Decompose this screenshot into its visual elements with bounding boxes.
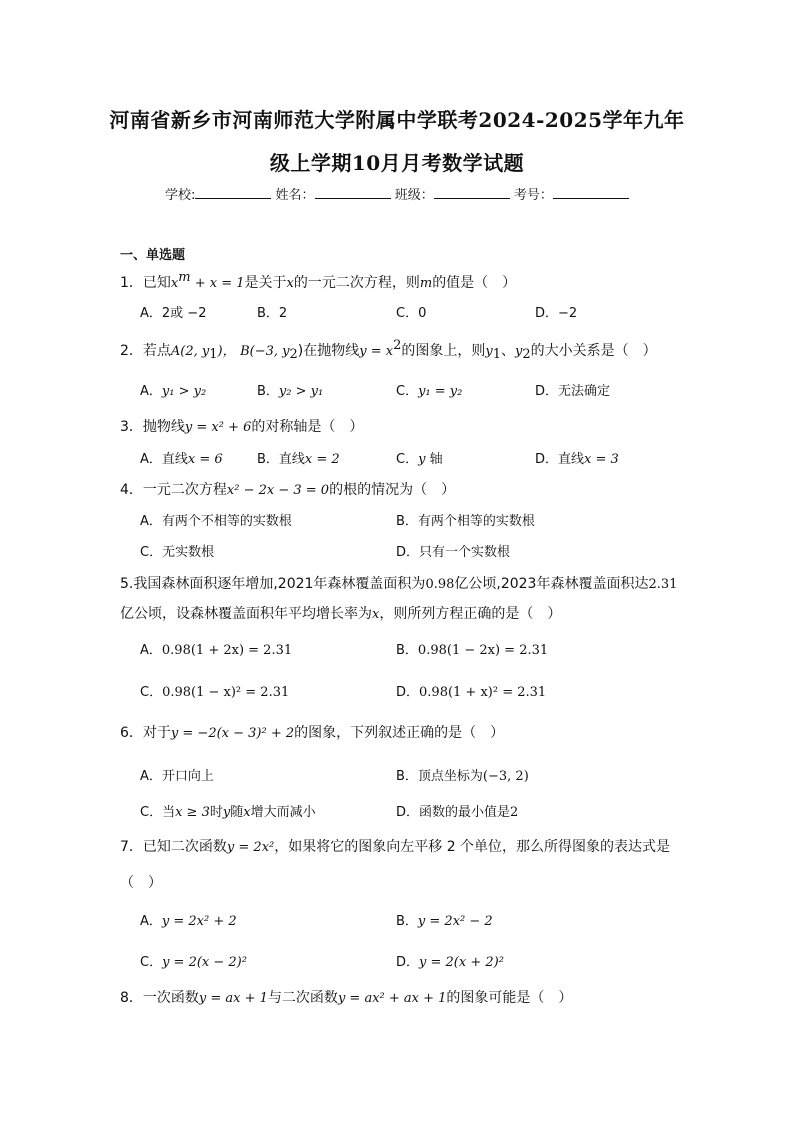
q6-option-c[interactable]: C．当x ≥ 3时y随x增大而减小 [140, 805, 316, 820]
exam-title-line2: 级上学期10月月考数学试题 [269, 151, 525, 175]
number-label: 考号： [513, 188, 553, 203]
q4-option-c[interactable]: C．无实数根 [140, 545, 215, 560]
number-blank[interactable] [553, 187, 629, 199]
q3-option-d[interactable]: D．直线x = 3 [535, 452, 619, 467]
question-2: 2．若点A(2, $y_1$)， B(−3, $y_2$)在抛物线$y = x^2$的图象上，则$y_1$、$y_2$的大小关系是（ ） [120, 338, 657, 362]
q6-option-d[interactable]: D．函数的最小值是2 [396, 805, 519, 820]
q4-option-d[interactable]: D．只有一个实数根 [396, 545, 511, 560]
q2-option-c[interactable]: C．y₁ = y₂ [396, 384, 463, 399]
q3-option-b[interactable]: B．直线x = 2 [257, 452, 340, 467]
question-5-line1: 5.我国森林面积逐年增加,2021年森林覆盖面积为0.98亿公顷,2023年森林覆盖面积达2.31 [120, 576, 678, 592]
q3-option-a[interactable]: A．直线x = 6 [140, 452, 223, 467]
school-label: 学校: [165, 188, 196, 203]
q1-option-c[interactable]: C．0 [396, 306, 427, 321]
question-1: 1．已知$x^m + x = 1$是关于x的一元二次方程，则m的值是（ ） [120, 270, 517, 291]
q6-option-b[interactable]: B．顶点坐标为(−3, 2) [396, 769, 529, 784]
name-label: 姓名： [275, 188, 315, 203]
section-heading: 一、单选题 [120, 248, 186, 263]
q7-option-c[interactable]: C．y = 2(x − 2)² [140, 955, 247, 970]
question-8: 8．一次函数y = ax + 1与二次函数y = ax² + ax + 1的图象可能是（ ） [120, 990, 573, 1006]
q6-option-a[interactable]: A．开口向上 [140, 769, 214, 784]
class-label: 班级： [394, 188, 434, 203]
q1-option-d[interactable]: D．−2 [535, 306, 578, 321]
q1-option-b[interactable]: B．2 [257, 306, 288, 321]
q7-option-b[interactable]: B．y = 2x² − 2 [396, 914, 493, 929]
q4-option-a[interactable]: A．有两个不相等的实数根 [140, 514, 292, 529]
question-7-line1: 7．已知二次函数y = 2x²，如果将它的图象向左平移 2 个单位，那么所得图象的表达式是 [120, 839, 671, 855]
q1-option-a[interactable]: A．2或 −2 [140, 306, 207, 321]
q4-option-b[interactable]: B．有两个相等的实数根 [396, 514, 535, 529]
question-3: 3．抛物线y = x² + 6的对称轴是（ ） [120, 419, 364, 435]
q5-option-a[interactable]: A．0.98(1 + 2x) = 2.31 [140, 643, 293, 658]
q5-option-b[interactable]: B．0.98(1 − 2x) = 2.31 [396, 643, 549, 658]
q5-option-c[interactable]: C．0.98(1 − x)² = 2.31 [140, 685, 290, 700]
question-7-line2: （ ） [120, 875, 162, 891]
q2-option-d[interactable]: D．无法确定 [535, 384, 611, 399]
name-blank[interactable] [315, 187, 391, 199]
question-6: 6．对于y = −2(x − 3)² + 2的图象，下列叙述正确的是（ ） [120, 725, 505, 741]
class-blank[interactable] [434, 187, 510, 199]
question-5-line2: 亿公顷，设森林覆盖面积年平均增长率为x，则所列方程正确的是（ ） [120, 606, 562, 622]
q5-option-d[interactable]: D．0.98(1 + x)² = 2.31 [396, 685, 547, 700]
q2-option-a[interactable]: A．y₁ > y₂ [140, 384, 207, 399]
school-blank[interactable] [195, 187, 271, 199]
exam-title-line1: 河南省新乡市河南师范大学附属中学联考2024-2025学年九年 [109, 108, 685, 132]
q3-option-c[interactable]: C．y 轴 [396, 452, 443, 467]
question-4: 4．一元二次方程x² − 2x − 3 = 0的根的情况为（ ） [120, 482, 456, 498]
q2-option-b[interactable]: B．y₂ > y₁ [257, 384, 324, 399]
student-info-row [165, 184, 629, 203]
q7-option-d[interactable]: D．y = 2(x + 2)² [396, 955, 504, 970]
q7-option-a[interactable]: A．y = 2x² + 2 [140, 914, 237, 929]
